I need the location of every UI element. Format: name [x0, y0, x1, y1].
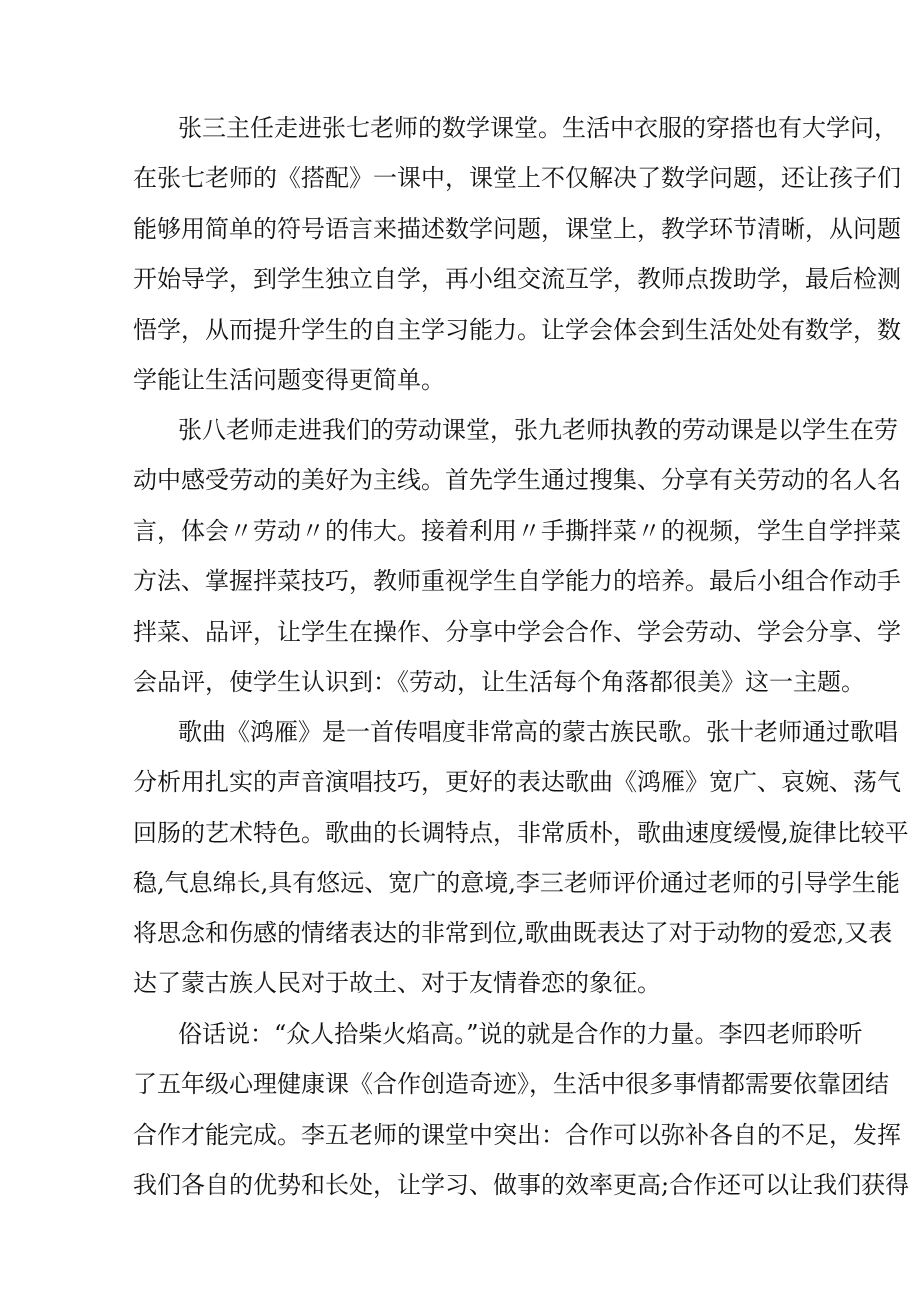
text-line: 张八老师走进我们的劳动课堂，张九老师执教的劳动课是以学生在劳 — [178, 416, 898, 444]
text-line: 开始导学，到学生独立自学，再小组交流互学，教师点拨助学，最后检测 — [133, 265, 901, 293]
text-line: 回肠的艺术特色。歌曲的长调特点，非常质朴，歌曲速度缓慢,旋律比较平 — [133, 819, 909, 847]
text-line: 方法、掌握拌菜技巧，教师重视学生自学能力的培养。最后小组合作动手 — [133, 567, 901, 595]
text-line: 会品评，使学生认识到：《劳动，让生活每个角落都很美》这一主题。 — [133, 668, 865, 696]
text-line: 张三主任走进张七老师的数学课堂。生活中衣服的穿搭也有大学问， — [178, 114, 898, 142]
text-line: 在张七老师的《搭配》一课中，课堂上不仅解决了数学问题，还让孩子们 — [133, 164, 901, 192]
text-line: 达了蒙古族人民对于故土、对于友情眷恋的象征。 — [133, 969, 661, 997]
text-line: 合作才能完成。李五老师的课堂中突出：合作可以弥补各自的不足，发挥 — [133, 1121, 901, 1149]
text-line: 分析用扎实的声音演唱技巧，更好的表达歌曲《鸿雁》宽广、哀婉、荡气 — [133, 768, 901, 796]
text-line: 动中感受劳动的美好为主线。首先学生通过搜集、分享有关劳动的名人名 — [133, 466, 901, 494]
text-line: 我们各自的优势和长处，让学习、做事的效率更高;合作还可以让我们获得 — [133, 1171, 910, 1199]
text-line: 拌菜、品评，让学生在操作、分享中学会合作、学会劳动、学会分享、学 — [133, 618, 901, 646]
text-line: 能够用简单的符号语言来描述数学问题，课堂上，教学环节清晰，从问题 — [133, 215, 901, 243]
text-line: 悟学，从而提升学生的自主学习能力。让学会体会到生活处处有数学，数 — [133, 316, 901, 344]
text-line: 将思念和伤感的情绪表达的非常到位,歌曲既表达了对于动物的爱恋,又表 — [133, 919, 893, 947]
text-line: 稳,气息绵长,具有悠远、宽广的意境,李三老师评价通过老师的引导学生能 — [133, 869, 900, 897]
text-line: 了五年级心理健康课《合作创造奇迹》，生活中很多事情都需要依靠团结 — [133, 1070, 889, 1098]
text-line: 学能让生活问题变得更简单。 — [133, 366, 445, 394]
text-line: 歌曲《鸿雁》是一首传唱度非常高的蒙古族民歌。张十老师通过歌唱 — [178, 718, 898, 746]
text-line: 俗话说：“众人拾柴火焰高。”说的就是合作的力量。李四老师聆听 — [178, 1020, 863, 1048]
text-line: 言，体会〃劳动〃的伟大。接着利用〃手撕拌菜〃的视频，学生自学拌菜 — [133, 517, 901, 545]
